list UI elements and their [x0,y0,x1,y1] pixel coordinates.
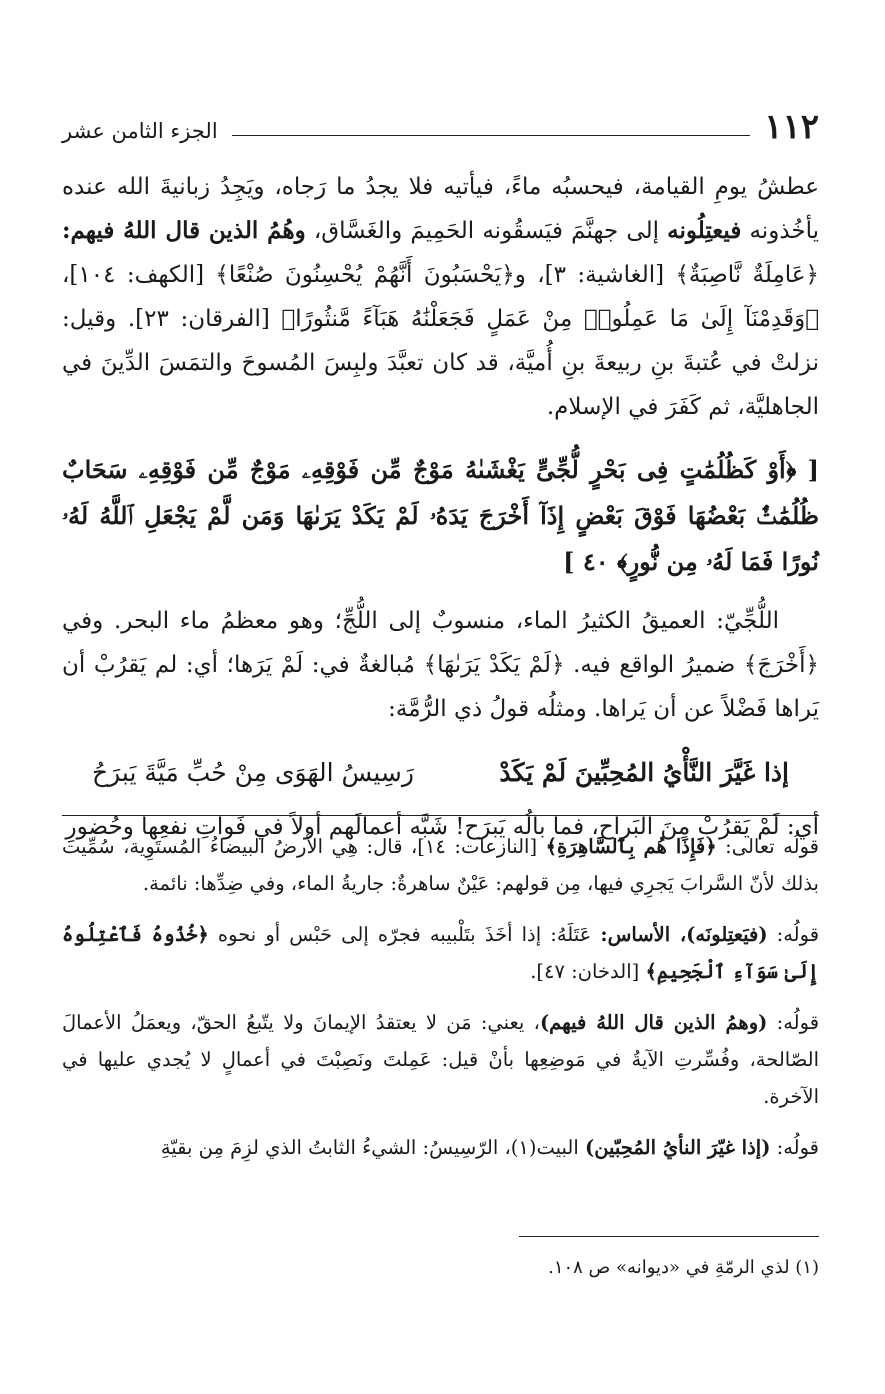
commentary [62,828,819,1180]
commentary-divider [62,815,819,816]
main-text [62,165,819,849]
commentary-note-4: قولُه: (إذا غيّرَ النأيُ المُحِبّين) البيت(١)، الرّسِيسُ: الشيءُ الثابتُ الذي لزِمَ مِن بقيّةِ [160,1136,819,1159]
commentary-note-1: قولُه تعالى: ﴿فَإِذَا هُم بِٱلسَّاهِرَةِ﴾ [النازعات: ١٤]، قال: هِي الأرضُ البيضاءُ المُستَوِية، سُمِّيت بذلك لأنّ السَّرابَ يَجرِي فيها، مِن قولهم: عَيْنٌ ساهرةٌ: جاريةُ الماء، وفي ضِدِّها: نائمة. [62,835,819,895]
poetry-line [92,751,789,795]
part-title: الجزء الثامن عشر [62,119,218,143]
quran-verse-40: [ ﴿أَوْ كَظُلُمَٰتٍ فِى بَحْرٍ لُّجِّىٍّ يَغْشَىٰهُ مَوْجٌ مِّن فَوْقِهِۦ مَوْجٌ مِّن فَوْقِهِۦ سَحَابٌ ظُلُمَٰتٌۢ بَعْضُهَا فَوْقَ بَعْضٍ إِذَآ أَخْرَجَ يَدَهُۥ لَمْ يَكَدْ يَرَىٰهَا وَمَن لَّمْ يَجْعَلِ ٱللَّهُ لَهُۥ نُورًا فَمَا لَهُۥ مِن نُّورٍ﴾ ٤٠ ] [62,455,819,576]
poetry-hemistich-left: رَسِيسُ الهَوَى مِنْ حُبِّ مَيَّةَ يَبرَحُ [92,758,414,787]
main-paragraph-3: أي: لَمْ يَقرُبْ مِنَ البَراح، فما بالُه يَبرَح! شَبَّه أعمالَهم أولاً في فَواتِ نفعِها وحُضورِ [65,814,819,840]
commentary-note-2: قولُه: (فيَعتِلونَه)، الأساس: عَتَلَهُ: إذا أخَذَ بتَلْبيبه فجرّه إلى حَبْس أو نحوه ﴿خُذُوهُ فَٱعْتِلُوهُ إِلَىٰ سَوَآءِ ٱلْجَحِيمِ﴾ [الدخان: ٤٧]. [62,923,820,983]
commentary-note-3: قولُه: (وهمُ الذين قال اللهُ فيهم)، يعني: مَن لا يعتقدُ الإيمانَ ولا يتّبعُ الحقّ، ويعمَلُ الأعمالَ الصّالحة، وفُسِّرتِ الآيةُ في مَوضِعِها بأنْ قيل: عَمِلتَ ونَصِبْتَ في أعمالٍ لا يُجدي عليها في الآخرة. [62,1011,820,1108]
header-rule [232,135,751,136]
footnote: (١) لذي الرمّةِ في «ديوانه» ص ١٠٨. [548,1257,819,1278]
footnote-divider [519,1236,819,1237]
poetry-hemistich-right: إذا غَيَّرَ النَّأْيُ المُحِبِّينَ لَمْ يَكَدْ [499,758,789,787]
main-paragraph-2: اللُّجِّيّ: العميقُ الكثيرُ الماء، منسوبٌ إلى اللُّجِّ؛ وهو معظمُ ماء البحر. وفي ﴿أَخْرَجَ﴾ ضميرُ الواقع فيه. ﴿لَمْ يَكَدْ يَرَىٰهَا﴾ مُبالغةٌ في: لَمْ يَرَها؛ أي: لم يَقرُبْ أن يَراها فَضْلاً عن أن يَراها. ومثلُه قولُ ذي الرُّمَّة: [62,608,819,722]
main-paragraph-1: عطشُ يومِ القيامة، فيحسبُه ماءً، فيأتيه فلا يجدُ ما رَجاه، ويَجِدُ زبانيةَ الله عنده يأخُذونه فيعتِلُونه إلى جهنَّمَ فيَسقُونه الحَمِيمَ والغَسَّاق، وهُمُ الذين قال اللهُ فيهم: ﴿عَامِلَةٌ نَّاصِبَةٌ﴾ [الغاشية: ٣]، و﴿يَحْسَبُونَ أَنَّهُمْ يُحْسِنُونَ صُنْعًا﴾ [الكهف: ١٠٤]، ﴿وَقَدِمْنَآ إِلَىٰ مَا عَمِلُوا۟ مِنْ عَمَلٍ فَجَعَلْنَٰهُ هَبَآءً مَّنثُورًا﴾ [الفرقان: ٢٣]. وقيل: نزلتْ في عُتبةَ بنِ ربيعةَ بنِ أُميَّة، قد كان تعبَّدَ ولبِسَ المُسوحَ والتمَسَ الدِّينَ في الجاهليَّة، ثم كَفَرَ في الإسلام. [62,174,820,420]
page-number: ١١٢ [764,107,819,147]
running-header [62,100,819,147]
